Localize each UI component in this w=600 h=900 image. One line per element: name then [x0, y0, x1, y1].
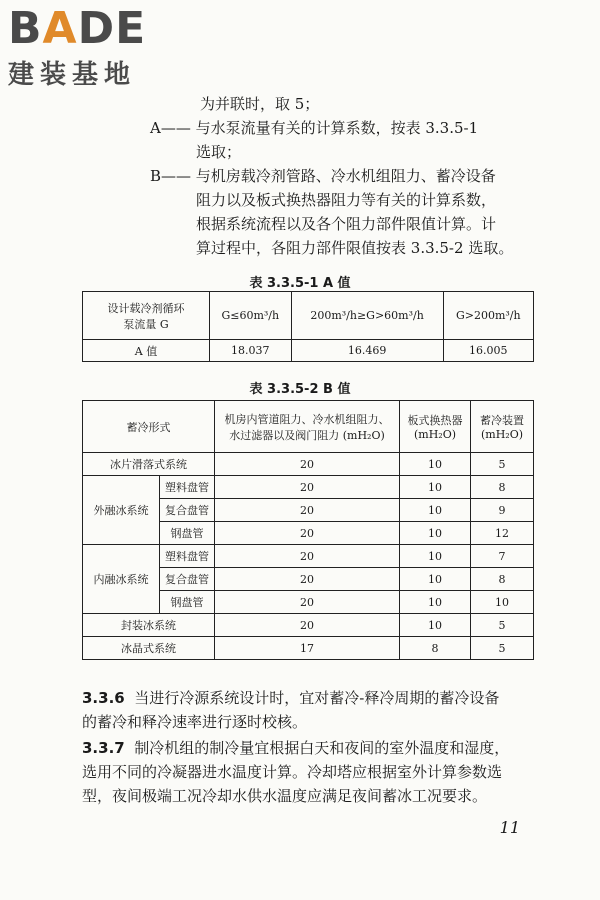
table-row [83, 476, 534, 499]
cell-hx: 10 [400, 453, 471, 476]
table1-value: 18.037 [210, 340, 292, 362]
table1-col-header: 200m³/h≥G>60m³/h [291, 292, 443, 340]
table1-header-label: 设计载冷剂循环 泵流量 G [83, 292, 210, 340]
table-row [83, 545, 534, 568]
cell-hx: 10 [400, 545, 471, 568]
page-number: 11 [499, 818, 520, 837]
cell-storage: 7 [471, 545, 534, 568]
cell-storage: 5 [471, 637, 534, 660]
cell-storage: 8 [471, 568, 534, 591]
table1-row-label: A 值 [83, 340, 210, 362]
table1-col-header: G>200m³/h [443, 292, 533, 340]
table2-header-pipe: 机房内管道阻力、冷水机组阻力、 水过滤器以及阀门阻力 (mH₂O) [215, 401, 400, 453]
logo-wordmark: BADE [8, 3, 147, 54]
cell-pipe: 17 [215, 637, 400, 660]
cell-hx: 10 [400, 614, 471, 637]
cell-pipe: 20 [215, 453, 400, 476]
def-a-line: A—— 与水泵流量有关的计算系数，按表 3.3.5-1 [150, 119, 479, 137]
cell-storage: 10 [471, 591, 534, 614]
cell-hx: 10 [400, 591, 471, 614]
def-b-line: B—— 与机房载冷剂管路、冷水机组阻力、蓄冷设备 [150, 167, 496, 185]
cell-pipe: 20 [215, 499, 400, 522]
cell-hx: 10 [400, 568, 471, 591]
table-a-values [82, 291, 534, 362]
clause-line: 型，夜间极端工况冷却水供水温度应满足夜间蓄冰工况要求。 [82, 787, 488, 805]
clause-3-3-6: 3.3.6 当进行冷源系统设计时，宜对蓄冷-释冷周期的蓄冷设备 [82, 689, 500, 707]
table1-caption: 表 3.3.5-1 A 值 [249, 276, 351, 291]
table2-header-hx: 板式换热器 (mH₂O) [400, 401, 471, 453]
cell-hx: 10 [400, 499, 471, 522]
row-sub: 复合盘管 [160, 568, 215, 591]
table1-value: 16.005 [443, 340, 533, 362]
row-sub: 塑料盘管 [160, 476, 215, 499]
def-a-line: 选取； [196, 143, 242, 161]
cell-storage: 5 [471, 453, 534, 476]
row-sub: 复合盘管 [160, 499, 215, 522]
cell-pipe: 20 [215, 568, 400, 591]
row-group: 外融冰系统 [83, 476, 160, 545]
cell-hx: 10 [400, 476, 471, 499]
def-b-line: 阻力以及板式换热器阻力等有关的计算系数， [196, 191, 497, 209]
table2-header-type: 蓄冷形式 [83, 401, 215, 453]
logo-subtitle: 建装基地 [8, 60, 137, 90]
cell-pipe: 20 [215, 614, 400, 637]
table-row [83, 453, 534, 476]
cell-storage: 5 [471, 614, 534, 637]
cell-hx: 8 [400, 637, 471, 660]
bade-logo [8, 3, 147, 91]
cell-pipe: 20 [215, 545, 400, 568]
clause-line: 选用不同的冷凝器进水温度计算。冷却塔应根据室外计算参数选 [82, 763, 503, 781]
cell-hx: 10 [400, 522, 471, 545]
row-group: 冰晶式系统 [83, 637, 215, 660]
cell-pipe: 20 [215, 591, 400, 614]
table-row [83, 637, 534, 660]
def-b-line: 算过程中，各阻力部件限值按表 3.3.5-2 选取。 [196, 239, 514, 257]
cell-storage: 8 [471, 476, 534, 499]
row-group: 封装冰系统 [83, 614, 215, 637]
row-sub: 钢盘管 [160, 522, 215, 545]
clause-3-3-7: 3.3.7 制冷机组的制冷量宜根据白天和夜间的室外温度和湿度， [82, 739, 510, 757]
def-b-line: 根据系统流程以及各个阻力部件限值计算。计 [196, 215, 497, 233]
table2-header-storage: 蓄冷装置 (mH₂O) [471, 401, 534, 453]
row-sub: 塑料盘管 [160, 545, 215, 568]
table-b-values [82, 400, 534, 660]
cell-pipe: 20 [215, 522, 400, 545]
cell-storage: 9 [471, 499, 534, 522]
row-group: 冰片滑落式系统 [83, 453, 215, 476]
table1-col-header: G≤60m³/h [210, 292, 292, 340]
clause-line: 的蓄冷和释冷速率进行逐时校核。 [82, 713, 308, 731]
cell-pipe: 20 [215, 476, 400, 499]
text-line: 为并联时，取 5； [200, 95, 320, 113]
table1-value: 16.469 [291, 340, 443, 362]
table-row [83, 614, 534, 637]
cell-storage: 12 [471, 522, 534, 545]
row-sub: 钢盘管 [160, 591, 215, 614]
row-group: 内融冰系统 [83, 545, 160, 614]
table2-caption: 表 3.3.5-2 B 值 [249, 382, 351, 397]
